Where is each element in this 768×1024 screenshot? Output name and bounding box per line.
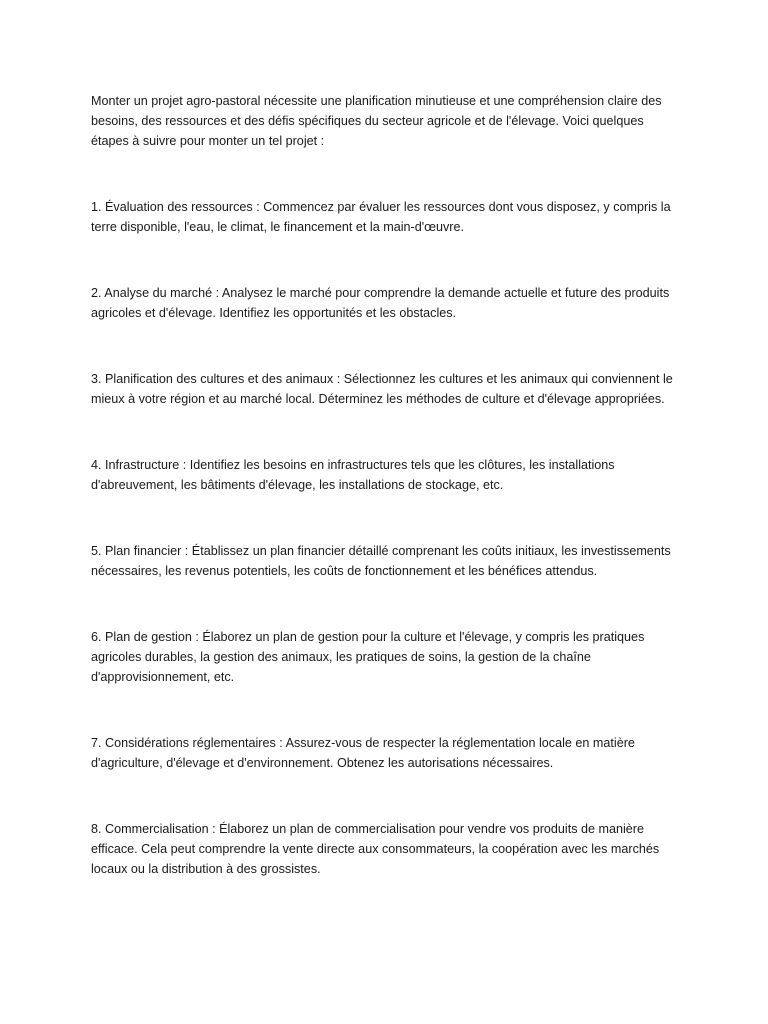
step-3-paragraph: 3. Planification des cultures et des animaux : Sélectionnez les cultures et les animaux qui conviennent le mieux à votre région et au marché local. Déterminez les méthodes de culture et d'élevage appropriées. bbox=[91, 372, 673, 406]
intro-paragraph: Monter un projet agro-pastoral nécessite une planification minutieuse et une compréhension claire des besoins, des ressources et des défis spécifiques du secteur agricole et de l'élevage. Voici quelques étapes à suivre pour monter un tel projet : bbox=[91, 94, 662, 148]
step-1-paragraph: 1. Évaluation des ressources : Commencez par évaluer les ressources dont vous disposez, y compris la terre disponible, l'eau, le climat, le financement et la main-d'œuvre. bbox=[91, 200, 671, 234]
step-7-paragraph: 7. Considérations réglementaires : Assurez-vous de respecter la réglementation locale en matière d'agriculture, d'élevage et d'environnement. Obtenez les autorisations nécessaires. bbox=[91, 736, 635, 770]
step-6-paragraph: 6. Plan de gestion : Élaborez un plan de gestion pour la culture et l'élevage, y compris les pratiques agricoles durables, la gestion des animaux, les pratiques de soins, la gestion de la chaîne d'approvisionnement, etc. bbox=[91, 630, 645, 684]
document-body bbox=[91, 91, 681, 879]
step-4-paragraph: 4. Infrastructure : Identifiez les besoins en infrastructures tels que les clôtures, les installations d'abreuvement, les bâtiments d'élevage, les installations de stockage, etc. bbox=[91, 458, 615, 492]
step-2-paragraph: 2. Analyse du marché : Analysez le marché pour comprendre la demande actuelle et future des produits agricoles et d'élevage. Identifiez les opportunités et les obstacles. bbox=[91, 286, 670, 320]
step-8-paragraph: 8. Commercialisation : Élaborez un plan de commercialisation pour vendre vos produits de manière efficace. Cela peut comprendre la vente directe aux consommateurs, la coopération avec les marchés locaux ou la distribution à des grossistes. bbox=[91, 822, 660, 876]
step-5-paragraph: 5. Plan financier : Établissez un plan financier détaillé comprenant les coûts initiaux, les investissements nécessaires, les revenus potentiels, les coûts de fonctionnement et les bénéfices attendus. bbox=[91, 544, 671, 578]
